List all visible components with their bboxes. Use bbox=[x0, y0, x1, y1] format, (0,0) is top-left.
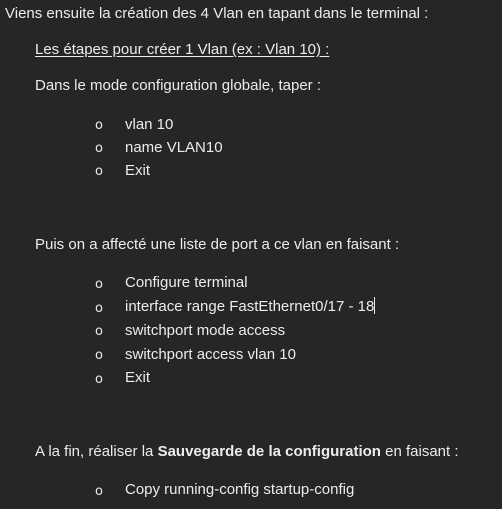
list-item: switchport mode access bbox=[125, 322, 286, 339]
list-item: Exit bbox=[125, 162, 151, 179]
bullet-icon: o bbox=[95, 118, 103, 133]
intro-text: Viens ensuite la création des 4 Vlan en tapant dans le terminal : bbox=[5, 5, 429, 22]
list-item: Configure terminal bbox=[125, 274, 248, 291]
final-text-bold: Sauvegarde de la configuration bbox=[157, 443, 381, 460]
port-text: Puis on a affecté une liste de port a ce vlan en faisant : bbox=[35, 236, 400, 253]
global-mode-text: Dans le mode configuration globale, taper : bbox=[35, 77, 322, 94]
list-item: switchport access vlan 10 bbox=[125, 346, 296, 363]
list-item: name VLAN10 bbox=[125, 139, 223, 156]
list-item: vlan 10 bbox=[125, 116, 174, 133]
steps-heading: Les étapes pour créer 1 Vlan (ex : Vlan 10) : bbox=[35, 41, 330, 58]
final-text-before: A la fin, réaliser la bbox=[35, 443, 158, 460]
list-item[interactable] bbox=[125, 297, 375, 317]
bullet-icon: o bbox=[95, 301, 103, 316]
list-item: Copy running-config startup-config bbox=[125, 481, 355, 498]
bullet-icon: o bbox=[95, 372, 103, 387]
bullet-icon: o bbox=[95, 348, 103, 363]
bullet-icon: o bbox=[95, 484, 103, 499]
bullet-icon: o bbox=[95, 277, 103, 292]
bullet-icon: o bbox=[95, 324, 103, 339]
list-item-text: interface range FastEthernet0/17 - 18 bbox=[125, 298, 375, 315]
bullet-icon: o bbox=[95, 164, 103, 179]
list-item: Exit bbox=[125, 369, 151, 386]
final-text-after: en faisant : bbox=[380, 443, 459, 460]
text-cursor bbox=[374, 297, 375, 314]
final-text bbox=[35, 442, 459, 462]
bullet-icon: o bbox=[95, 141, 103, 156]
